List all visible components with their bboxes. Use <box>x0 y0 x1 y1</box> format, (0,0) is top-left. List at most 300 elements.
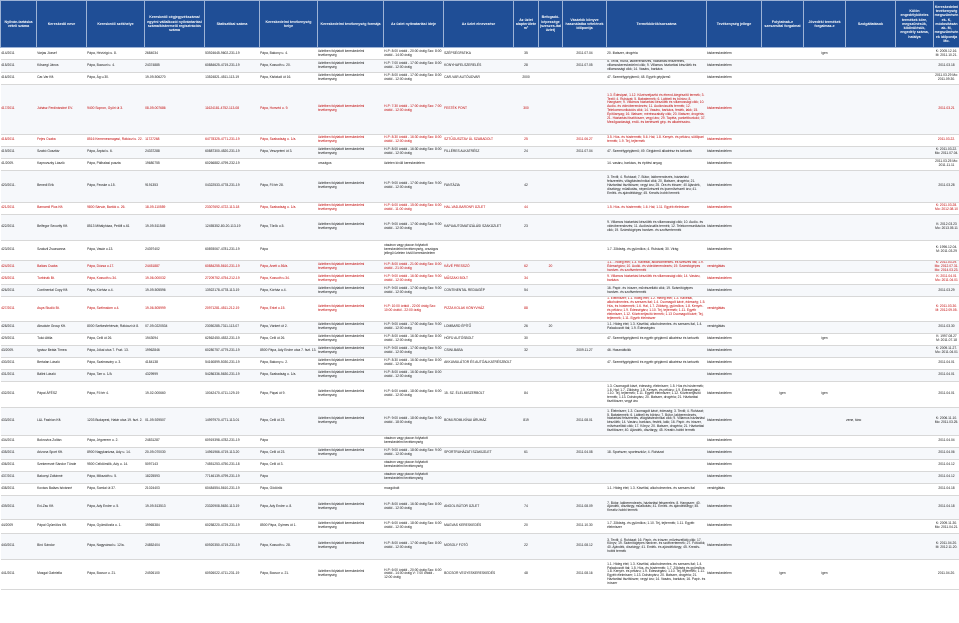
table-cell: 15. SZ. ÉLELMISZERBOLT <box>444 381 514 407</box>
table-row[interactable] <box>1 72 959 84</box>
table-cell: 10042470-4711-129-19 <box>205 381 260 407</box>
table-cell <box>804 345 846 357</box>
table-row[interactable] <box>1 285 959 297</box>
table-cell: 2011.08.16 <box>563 559 607 589</box>
table-cell: 19-06-505999 <box>145 297 205 321</box>
table-cell <box>762 170 804 202</box>
table-cell <box>539 146 563 158</box>
table-cell: 2011.03.29 Mo: 2011.09.30. <box>934 72 959 84</box>
table-cell <box>896 297 934 321</box>
table-cell: 35 <box>514 48 539 60</box>
table-cell: FILLÉRES ALKATRÉSZ <box>444 146 514 158</box>
table-cell: kiskereskedelem <box>707 559 762 589</box>
table-cell: 3. Textil; 4. Ruházat; 7. Bútor, lakberendezés, háztartási felszerelés, világítástechnikai cikk; 20. Illatszer, drogéria; 21. Háztartási tisztítószer, vegyi áru; 25. Óra és ékszer; 40 Ajándék, dísztárgy, műalkotás, népművészeti és iparművészeti áru; 41. Emlék- és ajándéktárgy; 45. Kreatív-hobbi termék <box>607 170 707 202</box>
table-cell: Car-Var Kft. <box>37 72 87 84</box>
table-cell: 426/2011 <box>1 285 37 297</box>
table-cell: 431/2011 <box>1 369 37 381</box>
table-cell: Pápa, Bocsor u. 21. <box>260 559 318 589</box>
table-row[interactable] <box>1 60 959 73</box>
table-cell: K: 2011.04.01 Mo: 2011.04.01 <box>934 273 959 285</box>
table-cell <box>563 459 607 471</box>
table-cell <box>804 297 846 321</box>
table-cell <box>539 369 563 381</box>
table-row[interactable] <box>1 170 959 202</box>
table-cell: 1.7. Zöldség- és gyümölcs; 1.10. Tej, tejtermék; 1.11. Egyéb élelmiszer <box>607 519 707 533</box>
table-row[interactable] <box>1 321 959 333</box>
table-cell <box>514 369 539 381</box>
table-row[interactable] <box>1 260 959 273</box>
table-cell <box>896 158 934 170</box>
table-cell: 2011.08.12 <box>563 533 607 559</box>
table-cell: 1.1. - hideg étel; 1.3. Kávéital, alkoholmentes- és szeszes ital; 1.9. Édességáru; 10. Audió- és videóberendezés; 19. Számítógépes hardver- és szoftvertermék <box>607 260 707 273</box>
table-cell: 2011.03.30 <box>934 321 959 333</box>
table-cell: 32 <box>514 345 539 357</box>
table-cell <box>762 483 804 495</box>
table-cell: üzletben folytatott kereskedelmi tevékenység <box>318 202 384 214</box>
table-cell <box>762 495 804 519</box>
table-cell <box>762 459 804 471</box>
table-cell: H-P: 9:00 órától - 18:00 óráig Szo: 9:00 órától - 18:00 óráig <box>384 407 444 435</box>
column-header: Vásárlók könyve használatba vételének időpontja <box>563 1 607 48</box>
table-cell: K: 2009.11.30. Mo: 2011.04.21. <box>934 519 959 533</box>
table-cell: 436/2011 <box>1 459 37 471</box>
table-cell: Pápa, Celli út 26. <box>260 333 318 345</box>
table-cell: 19-09-513513 <box>145 495 205 519</box>
table-cell: Pápa, Hévízigó u. 8. <box>87 48 145 60</box>
table-cell: 438/2011 <box>1 483 37 495</box>
table-cell: Pápa, Somlai út 37. <box>87 483 145 495</box>
table-cell <box>762 72 804 84</box>
table-cell <box>896 447 934 459</box>
table-cell <box>539 407 563 435</box>
table-cell <box>539 495 563 519</box>
table-cell: igen <box>804 333 846 345</box>
table-cell: 14997970-4771-113-01 <box>205 407 260 435</box>
table-row[interactable] <box>1 533 959 559</box>
header-row <box>1 1 959 48</box>
table-cell <box>804 435 846 447</box>
table-cell <box>539 559 563 589</box>
table-cell <box>804 170 846 202</box>
table-cell: üzletben folytatott kereskedelmi tevékenység <box>318 333 384 345</box>
table-cell <box>563 170 607 202</box>
table-cell: Pápa, Szabadság u. 1/a. <box>260 369 318 381</box>
table-cell <box>896 321 934 333</box>
table-cell: Continental Copy Kft. <box>37 285 87 297</box>
table-row[interactable] <box>1 134 959 146</box>
table-cell: KÁVÉ PRESSZÓ <box>444 260 514 273</box>
table-cell: 24451887 <box>145 260 205 273</box>
table-cell <box>444 369 514 381</box>
table-cell: 1.3. Édesipari, 1.12. Közérzetjavító és étrend-kiegészítő termék; 3. Textil; 4. Ruházat; 5. Babatermék; 6. Lábbeli és bőráru; 8. Hangszer; 9. Villamos háztartási készülék és villamossági cikk; 10. Audio- és videóberendezés; 11. Audiovizuális termék; 12. Telekommunikációs cikk; 14. Vasáru, barkács, festék, lakk; 15. Építőanyag; 16. Illatszer, mérésszabály cikk; 20. Illatszer, drogéria; 21. Háztartási tisztítószer, vegyi áru; 29. Tapéta, parkettburkoló; 37. Mezőgazdasági, erdő- és kertészeti gép- és alkatrészáru. <box>607 84 707 134</box>
table-cell: 19-09-511545 <box>145 214 205 240</box>
table-cell: Pápa, Gödörök <box>260 483 318 495</box>
table-cell: H-P: 9:00 órától - 17:00 óráig Szo: 9:00 órától - 12:00 óráig <box>384 345 444 357</box>
table-cell: 419/2011 <box>1 146 37 158</box>
table-cell: 74551253-4750-231-18 <box>205 459 260 471</box>
table-row[interactable] <box>1 483 959 495</box>
table-cell <box>804 471 846 483</box>
table-cell <box>896 459 934 471</box>
table-cell <box>762 357 804 369</box>
table-cell <box>539 84 563 134</box>
table-cell: MŰSZAKI BOLT <box>444 273 514 285</box>
table-cell: Pápa, Bocsor u. 21. <box>87 559 145 589</box>
table-cell: 60884625-4719-231-19 <box>205 60 260 73</box>
table-cell: 20 <box>539 260 563 273</box>
table-cell: 1.5. Hús- és hústermék; 1.6. Hal; 1.11. Egyéb élelmiszer <box>607 202 707 214</box>
table-cell: vásáron vagy piacon folytatott kereskedelmi tevékenység <box>384 435 444 447</box>
table-cell: Pápa, Anett u.56/a. <box>260 260 318 273</box>
table-cell: Pápa, Kossuth u. 20. <box>260 60 318 73</box>
table-cell: 2011.04.01 <box>934 369 959 381</box>
table-cell <box>563 285 607 297</box>
table-cell: 4329999 <box>145 369 205 381</box>
table-cell: Mosgai Gabriella <box>37 559 87 589</box>
table-cell: 25 <box>514 134 539 146</box>
table-cell: 2011.07.04 <box>563 48 607 60</box>
table-cell: 20971281-4511-212-19 <box>205 297 260 321</box>
table-cell: 430/2011 <box>1 357 37 369</box>
table-cell: MOSOLY FOTÓ <box>444 533 514 559</box>
table-row[interactable] <box>1 273 959 285</box>
table-cell: Varjas József <box>37 48 87 60</box>
table-row[interactable] <box>1 357 959 369</box>
table-cell: kiskereskedelem <box>707 345 762 357</box>
table-cell: 1.3. Csomagolt kávé, édesség, élelmiszer; 1.5. Hús és hústermék; 1.6. Hal; 1.7. Zöldség; 1.8. Kenyér- és pékáru; 1.9. Édességáru; 1.10. Tej, tejtermék; 1.11. Egyéb élelmiszer; 1.12. Közérzetjavító termék; 1.13. Dohányáru; 20. Illatszer, drogéria; 21. Háztartási tisztítószer, vegyi áru <box>607 381 707 407</box>
table-cell: 54160899-5030-231-19 <box>205 357 260 369</box>
table-cell: Pápa, Ady Endre u. 5. <box>87 495 145 519</box>
table-cell: Pápa, Szélmalom u.4. <box>87 297 145 321</box>
table-cell: 60258220-4729-231-19 <box>205 519 260 533</box>
table-cell: vendéglátás <box>707 483 762 495</box>
table-cell: 60926022-4711-231-19 <box>205 559 260 589</box>
table-cell: Pápai ÁFÉSZ <box>37 381 87 407</box>
table-cell: 24374885 <box>145 60 205 73</box>
table-cell <box>846 214 896 240</box>
table-cell <box>539 345 563 357</box>
table-cell <box>762 273 804 285</box>
table-cell: H-P: 8:00 órától - 16:30 óráig Szo: 8:00 órától - 12:00 óráig <box>384 333 444 345</box>
table-cell: H-P: 8:30 órától - 16:30 óráig Szo: 8:00 órától - 12:00 óráig <box>384 134 444 146</box>
table-cell <box>762 321 804 333</box>
table-cell <box>762 447 804 459</box>
table-cell: 13922178-4778-113-19 <box>205 285 260 297</box>
table-cell: Pápa, Szabadság u. 1/a. <box>260 202 318 214</box>
table-cell: Absolute Group Kft. <box>37 321 87 333</box>
table-cell <box>762 84 804 134</box>
table-cell <box>444 240 514 260</box>
table-cell: kiskereskedelem <box>707 447 762 459</box>
table-cell: Bíró Sándor <box>37 533 87 559</box>
table-cell <box>539 214 563 240</box>
table-cell <box>804 72 846 84</box>
table-cell: 07-09-0220534 <box>145 321 205 333</box>
table-cell: kiskereskedelem <box>707 533 762 559</box>
table-cell <box>762 345 804 357</box>
table-cell: 77146139-4799-231-19 <box>205 471 260 483</box>
table-cell: 428/2011 <box>1 321 37 333</box>
table-cell: kiskereskedelem <box>707 170 762 202</box>
table-cell: igen <box>762 559 804 589</box>
table-cell: 01-09-929507 <box>145 407 205 435</box>
table-cell <box>846 381 896 407</box>
table-cell: zene, tánc <box>846 407 896 435</box>
table-cell: CSINI-BABA <box>444 345 514 357</box>
table-cell: 11727268 <box>145 134 205 146</box>
table-cell <box>444 435 514 447</box>
table-cell <box>846 519 896 533</box>
column-header: Az üzlet alapterülete m² <box>514 1 539 48</box>
table-cell: üzletben folytatott kereskedelmi tevékenység <box>318 297 384 321</box>
table-cell: 2011.10.30 <box>563 519 607 533</box>
table-cell <box>846 471 896 483</box>
table-cell: igen <box>804 48 846 60</box>
table-cell: Pápa, Gyümölcsfa u. 1. <box>87 519 145 533</box>
table-cell: 19-06-000032 <box>145 273 205 285</box>
table-cell: Pápa, Árpád u. 6. <box>87 146 145 158</box>
table-cell: 2011.07.05 <box>563 60 607 73</box>
table-cell: 12455352-80-20-113-19 <box>205 214 260 240</box>
table-cell: SPORTRUHÁZATI SZAKÜZLET <box>444 447 514 459</box>
table-cell <box>539 273 563 285</box>
table-cell <box>896 214 934 240</box>
table-row[interactable] <box>1 447 959 459</box>
table-cell: 5. Textil, Ruhá, lakberendezés, háztartási felszerelés, villamoskereskedelmi cikk; 9. Villamos háztartási készülék és villamossági cikk; 14. Vasáru, barkács <box>607 60 707 73</box>
table-cell: 2011.04.12 <box>934 471 959 483</box>
table-cell: üzletben folytatott kereskedelmi tevékenység <box>318 260 384 273</box>
table-cell <box>762 202 804 214</box>
table-cell: 9800 Sárvár, Bartók u. 26. <box>87 202 145 214</box>
table-cell: 16. Papír- és írószer, művészellátó cikk; 19. Számítógépes hardver- és szoftvertermék <box>607 285 707 297</box>
table-cell: 2011.06.27 <box>563 134 607 146</box>
table-cell <box>563 273 607 285</box>
table-cell <box>318 483 384 495</box>
table-cell: Bokrovics Zoltán <box>37 435 87 447</box>
table-cell: AKKUMULÁTOR ÉS AUTÓALKATRÉSZBOLT <box>444 357 514 369</box>
table-cell <box>896 84 934 134</box>
table-cell: 24831287 <box>145 435 205 447</box>
table-cell: Pápa, Ady Endre u. 8. <box>260 495 318 519</box>
column-header: Jövedéki termékek forgalmaz-e <box>804 1 846 48</box>
table-cell: 27209752-4754-212-19 <box>205 273 260 285</box>
table-cell <box>804 202 846 214</box>
table-row[interactable] <box>1 202 959 214</box>
table-row[interactable] <box>1 345 959 357</box>
table-cell <box>846 170 896 202</box>
table-cell <box>563 435 607 447</box>
table-cell: 2011.08.09 <box>563 495 607 519</box>
table-cell: üzletben folytatott kereskedelmi tevékenység <box>318 146 384 158</box>
table-cell: Pápa, Várkert út 2. <box>260 321 318 333</box>
table-cell: vásáron vagy piacon folytatott kereskedelmi tevékenység <box>384 459 444 471</box>
table-cell <box>539 435 563 447</box>
table-cell: kiskereskedelem <box>707 240 762 260</box>
table-row[interactable] <box>1 381 959 407</box>
table-cell: HÓFÜ AUTÓSBOLT <box>444 333 514 345</box>
column-header: Kereskedő neve <box>37 1 87 48</box>
table-cell <box>896 170 934 202</box>
table-cell <box>444 459 514 471</box>
table-cell: kiskereskedelem <box>707 72 762 84</box>
table-cell: 3.5. Hús- és hústermék; 5.6. Hal; 1.8. Kenyér- és pékáru, sütőipari termék; 1.9. Tej, tejtermék <box>607 134 707 146</box>
table-cell <box>539 519 563 533</box>
table-cell <box>896 240 934 260</box>
table-cell: H-P: 9:00 órától - 17:00 óráig Szo: 9:00 órától - 12:00 óráig <box>384 214 444 240</box>
table-row[interactable] <box>1 146 959 158</box>
table-cell <box>846 60 896 73</box>
table-cell <box>762 471 804 483</box>
table-cell <box>539 447 563 459</box>
table-cell: 421/2011 <box>1 202 37 214</box>
table-cell: üzletben folytatott kereskedelmi tevékenység <box>318 533 384 559</box>
table-cell <box>846 533 896 559</box>
table-row[interactable] <box>1 519 959 533</box>
table-cell: Bálint László <box>37 369 87 381</box>
table-row[interactable] <box>1 459 959 471</box>
table-row[interactable] <box>1 84 959 134</box>
table-cell: 2011.03.22. <box>934 134 959 146</box>
table-cell: L&L Fashion Kft. <box>37 407 87 435</box>
table-cell: 20-09-070030 <box>145 447 205 459</box>
table-cell <box>804 214 846 240</box>
table-cell: 54286336-5630-231-19 <box>205 369 260 381</box>
table-cell: 24337288 <box>145 146 205 158</box>
table-cell: 18-09-110559 <box>145 202 205 214</box>
table-cell <box>514 158 539 170</box>
table-cell: 24 <box>514 146 539 158</box>
table-cell: 84 <box>514 381 539 407</box>
table-cell <box>804 321 846 333</box>
table-cell: kiskereskedelem <box>707 273 762 285</box>
table-cell <box>804 447 846 459</box>
table-row[interactable] <box>1 559 959 589</box>
table-cell: igen <box>804 559 846 589</box>
column-header: Nyilván-tartásba vételi száma <box>1 1 37 48</box>
table-cell <box>896 369 934 381</box>
table-cell: K: 2011.03.30. M: 2012.09.05. <box>934 297 959 321</box>
table-cell <box>762 407 804 435</box>
table-cell: 61 <box>514 447 539 459</box>
table-cell: Pápa, Pápai út 9. <box>260 381 318 407</box>
table-cell: üzletben folytatott kereskedelmi tevékenység <box>318 559 384 589</box>
table-cell <box>896 559 934 589</box>
table-cell: Pápa, Honvéd u. 9. <box>260 84 318 134</box>
table-cell <box>563 483 607 495</box>
table-cell: 60920350-4719-231-19 <box>205 533 260 559</box>
table-cell: MAGVAS KERESKEDÉS <box>444 519 514 533</box>
table-cell: K: 2009.11.27. Mo: 2011.04.01 <box>934 345 959 357</box>
table-cell: K: 2006.11.10. Mo: 2011.03.25. <box>934 407 959 435</box>
table-cell <box>444 471 514 483</box>
table-cell: H-P: 8:00 órától - 17:00 óráig Szo: 8:00 órától - 12:00 óráig <box>384 72 444 84</box>
table-cell <box>896 134 934 146</box>
table-row[interactable] <box>1 214 959 240</box>
table-cell: 2011.08.01 <box>563 407 607 435</box>
table-cell <box>762 260 804 273</box>
table-cell: 9191353 <box>145 170 205 202</box>
table-row[interactable] <box>1 495 959 519</box>
table-cell: Pápa, Szabadság u. 1/a. <box>260 134 318 146</box>
table-cell: Pápa, Vasár u.13. <box>87 240 145 260</box>
table-cell: 2684034 <box>145 48 205 60</box>
table-cell <box>804 495 846 519</box>
table-cell: KONYHAFELSZERELÉS <box>444 60 514 73</box>
table-cell: Pápa, Fő tér 4. <box>87 381 145 407</box>
table-cell: kiskereskedelem <box>707 471 762 483</box>
table-cell <box>846 357 896 369</box>
table-cell <box>846 240 896 260</box>
table-row[interactable] <box>1 240 959 260</box>
table-row[interactable] <box>1 297 959 321</box>
table-cell <box>846 435 896 447</box>
table-cell: H-P: 8:00 órától - 21:00 óráig Szo: 8:00 órától - 21:00 óráig <box>384 260 444 273</box>
table-cell <box>563 158 607 170</box>
table-cell: 46. Használtcikk <box>607 345 707 357</box>
table-cell: BOCSOR VEGYESKERESKEDÉS <box>444 559 514 589</box>
table-cell: 8000 Székesfehérvár, Rákóczi út 8. <box>87 321 145 333</box>
table-cell <box>539 533 563 559</box>
table-cell <box>846 260 896 273</box>
table-cell: 416/2011 <box>1 72 37 84</box>
table-cell: Pápa, Pálhalasi puszta <box>87 158 145 170</box>
table-row[interactable] <box>1 48 959 60</box>
table-cell: FESTÉK PONT <box>444 84 514 134</box>
table-cell: 439/2011 <box>1 495 37 519</box>
table-cell: 8500 Pápa, Ady Endre utca 7. fszt. 13. <box>260 345 318 357</box>
table-row[interactable] <box>1 435 959 447</box>
table-cell: kiskereskedelem <box>707 357 762 369</box>
table-cell: Pápa, Celli út 26. <box>87 333 145 345</box>
table-cell <box>896 381 934 407</box>
table-cell: kiskereskedelem <box>707 495 762 519</box>
table-row[interactable] <box>1 407 959 435</box>
table-cell <box>260 158 318 170</box>
table-cell <box>762 158 804 170</box>
table-cell <box>539 240 563 260</box>
table-row[interactable] <box>1 369 959 381</box>
table-row[interactable] <box>1 333 959 345</box>
table-cell: 9. Villamos háztartási készülék és villamossági cikk; 14. Vasáru, barkács <box>607 273 707 285</box>
table-row[interactable] <box>1 471 959 483</box>
table-cell <box>804 285 846 297</box>
table-cell: üzletben folytatott kereskedelmi tevékenység <box>318 134 384 146</box>
table-row[interactable] <box>1 158 959 170</box>
table-cell: 414/2011 <box>1 48 37 60</box>
table-cell <box>514 240 539 260</box>
table-cell <box>896 345 934 357</box>
table-cell: Kaprovszky László <box>37 158 87 170</box>
table-cell: 441/2011 <box>1 559 37 589</box>
table-cell: 8513 Mihályháza, Petőfi u.61 <box>87 214 145 240</box>
table-cell: 34 <box>514 273 539 285</box>
table-cell: Pápa, Kisfaludi út 16. <box>260 72 318 84</box>
table-cell: 47. Személygépjármű és egyéb gépjármű alkatrész és tartozék <box>607 357 707 369</box>
table-cell: Pápa, Bakony u. 4. <box>260 48 318 60</box>
table-cell: SZTŰGUSZTAV ÚL SZABADOLT <box>444 134 514 146</box>
table-cell: 4184138 <box>145 357 205 369</box>
table-cell <box>762 333 804 345</box>
table-cell <box>896 146 934 158</box>
table-cell: üzletben folytatott kereskedelmi tevékenység <box>318 407 384 435</box>
table-cell: kiskereskedelem <box>707 60 762 73</box>
table-cell: 2011.03.21 <box>934 84 959 134</box>
table-cell: üzletben folytatott kereskedelmi tevékenység <box>318 60 384 73</box>
table-cell <box>762 240 804 260</box>
table-cell: K: 2011.04.20. M: 2012.11.20. <box>934 533 959 559</box>
table-cell: üzletben folytatott kereskedelmi tevékenység <box>318 84 384 134</box>
table-cell: 13524821-4511-113-19 <box>205 72 260 84</box>
